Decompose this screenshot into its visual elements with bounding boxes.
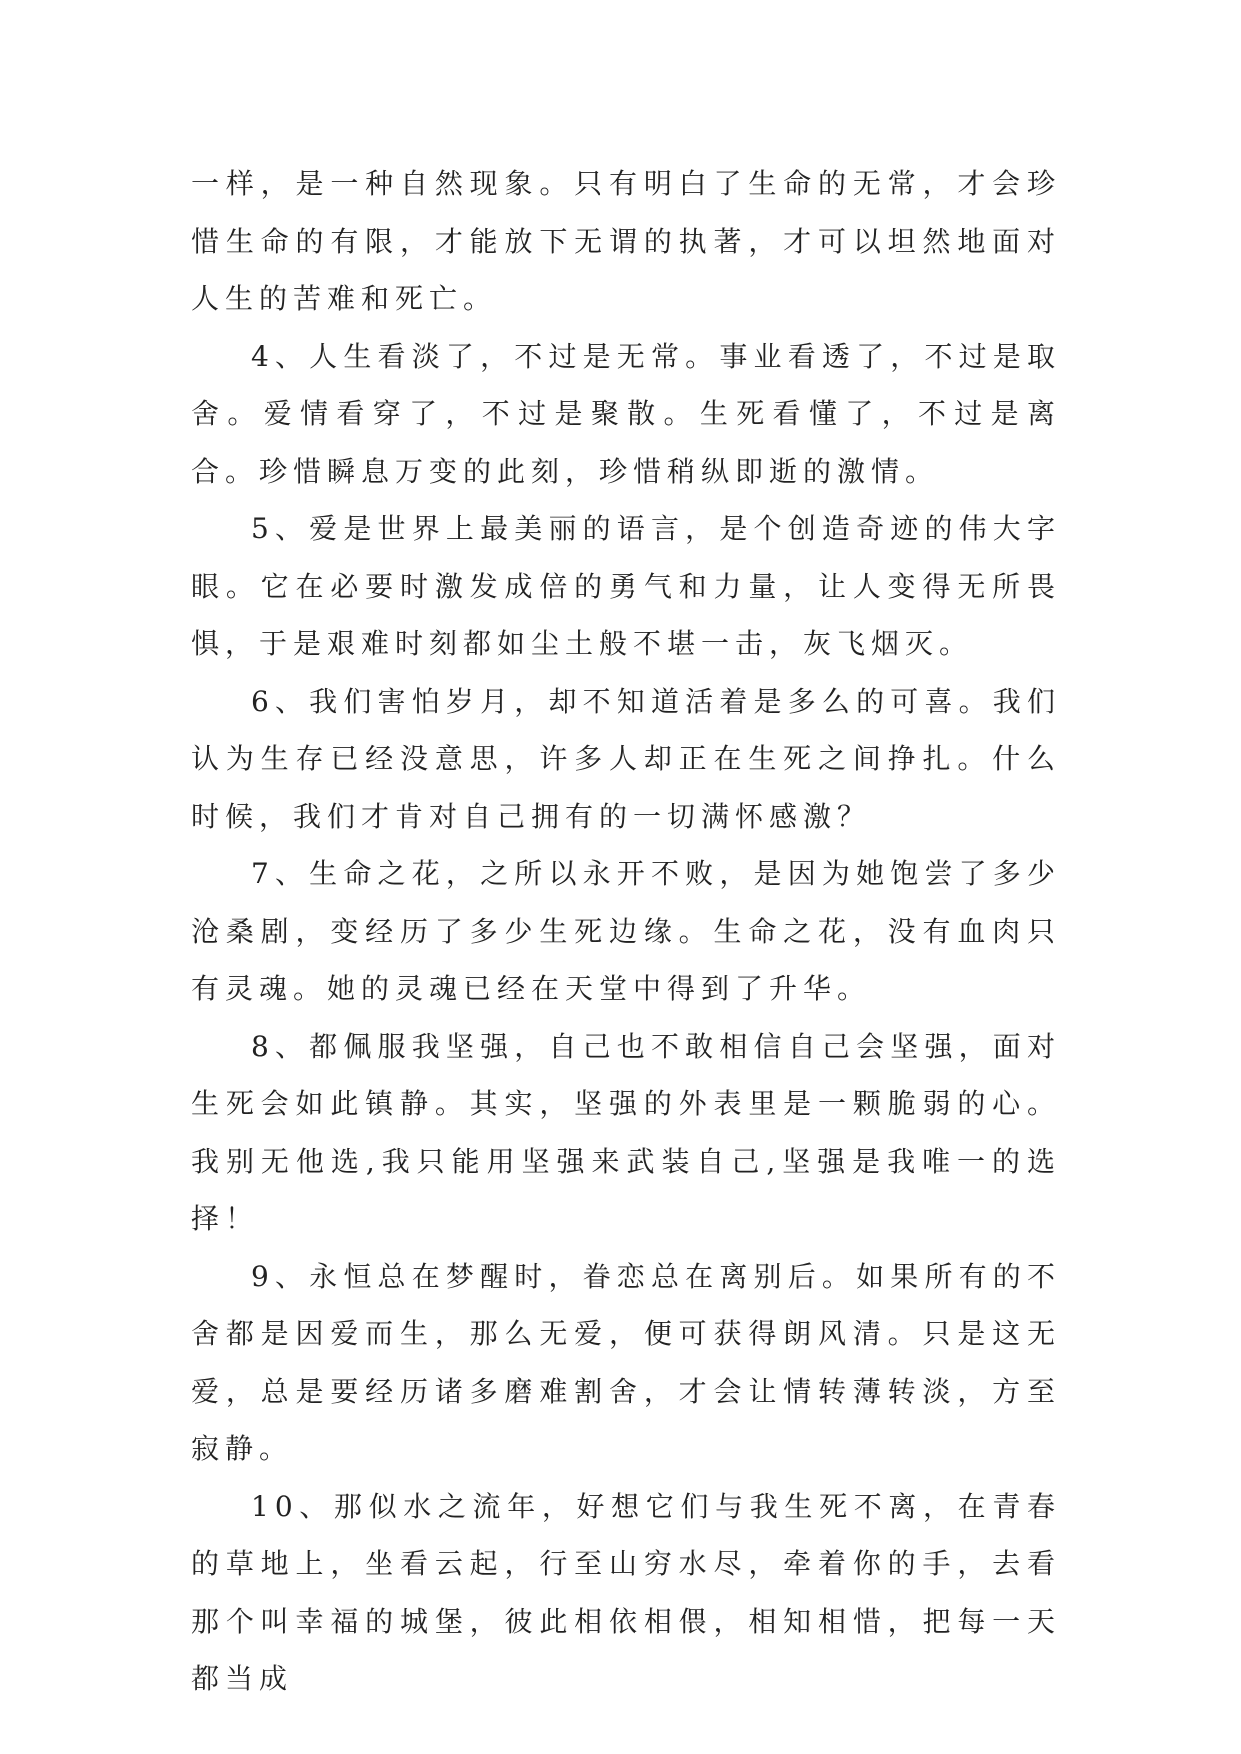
paragraph-10: 10、那似水之流年，好想它们与我生死不离，在青春的草地上，坐看云起，行至山穷水尽，牵着你的手，去看那个叫幸福的城堡，彼此相依相偎，相知相惜，把每一天都当成 [191,1489,1061,1695]
paragraph-6: 6、我们害怕岁月，却不知道活着是多么的可喜。我们认为生存已经没意思，许多人却正在生死之间挣扎。什么时候，我们才肯对自己拥有的一切满怀感激？ [191,684,1061,833]
paragraph-5: 5、爱是世界上最美丽的语言，是个创造奇迹的伟大字眼。它在必要时激发成倍的勇气和力量，让人变得无所畏惧，于是艰难时刻都如尘土般不堪一击，灰飞烟灭。 [191,512,1061,660]
document-page [191,155,1061,1708]
paragraph-4: 4、人生看淡了，不过是无常。事业看透了，不过是取舍。爱情看穿了，不过是聚散。生死看懂了，不过是离合。珍惜瞬息万变的此刻，珍惜稍纵即逝的激情。 [191,339,1061,488]
paragraph-9: 9、永恒总在梦醒时，眷恋总在离别后。如果所有的不舍都是因爱而生，那么无爱，便可获得朗风清。只是这无爱，总是要经历诸多磨难割舍，才会让情转薄转淡，方至寂静。 [191,1259,1061,1465]
paragraph-continuation: 一样，是一种自然现象。只有明白了生命的无常，才会珍惜生命的有限，才能放下无谓的执著，才可以坦然地面对人生的苦难和死亡。 [191,167,1061,315]
paragraph-7: 7、生命之花，之所以永开不败，是因为她饱尝了多少沧桑剧，变经历了多少生死边缘。生命之花，没有血肉只有灵魂。她的灵魂已经在天堂中得到了升华。 [191,857,1061,1005]
paragraph-8: 8、都佩服我坚强，自己也不敢相信自己会坚强，面对生死会如此镇静。其实，坚强的外表里是一颗脆弱的心。我别无他选,我只能用坚强来武装自己,坚强是我唯一的选择！ [191,1029,1061,1235]
